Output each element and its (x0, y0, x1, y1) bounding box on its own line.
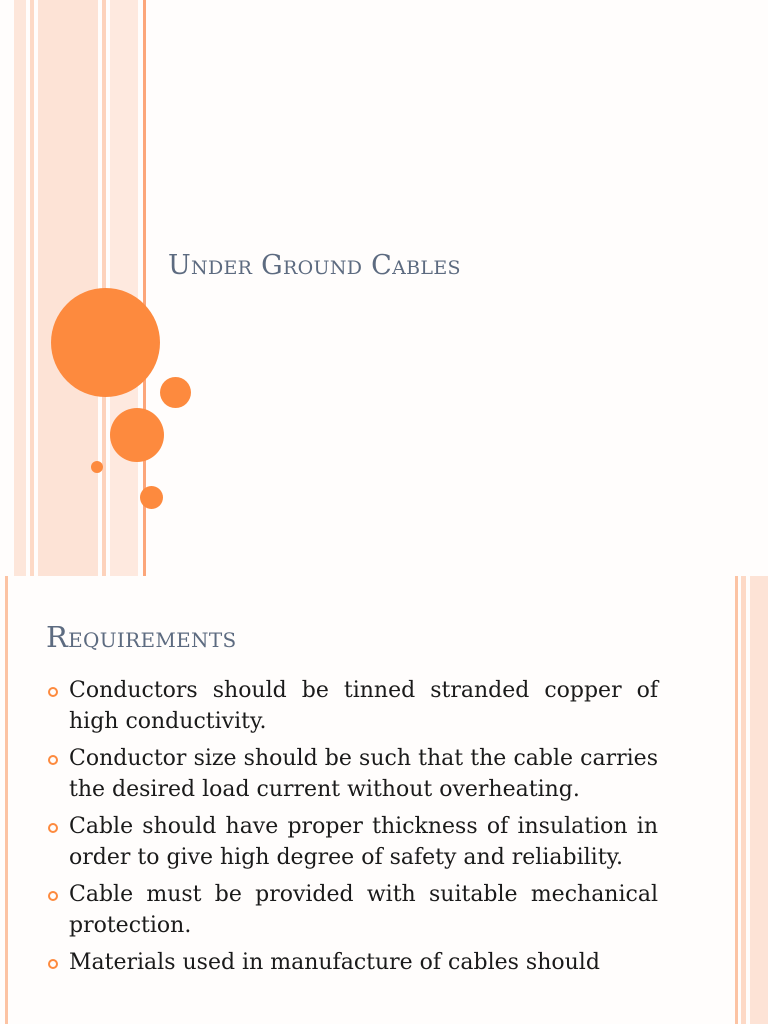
slide-title: Under Ground Cables (168, 250, 461, 281)
circle-bullet-icon (48, 823, 58, 833)
bullet-item (46, 811, 658, 873)
decorative-stripe (5, 576, 8, 1024)
circle-bullet-icon (48, 755, 58, 765)
decorative-circle-small (160, 377, 191, 408)
bullet-list (46, 675, 658, 984)
bullet-text: Cable should have proper thickness of insulation in order to give high degree of safety and reliability. (69, 814, 658, 870)
circle-bullet-icon (48, 891, 58, 901)
bullet-text: Conductor size should be such that the cable carries the desired load current without overheating. (69, 746, 658, 802)
decorative-circle-tiny (91, 461, 103, 473)
decorative-stripe (38, 0, 98, 576)
decorative-stripe (735, 576, 738, 1024)
decorative-stripe (750, 576, 768, 1024)
decorative-stripe (741, 576, 746, 1024)
bullet-item (46, 675, 658, 737)
bullet-text: Materials used in manufacture of cables should (69, 950, 600, 975)
bullet-item (46, 743, 658, 805)
slide-title: Requirements (46, 620, 237, 654)
decorative-circle-large (51, 288, 160, 397)
decorative-stripe (14, 0, 26, 576)
bullet-text: Cable must be provided with suitable mechanical protection. (69, 882, 658, 938)
circle-bullet-icon (48, 687, 58, 697)
content-slide (0, 576, 768, 1024)
bullet-item (46, 879, 658, 941)
circle-bullet-icon (48, 959, 58, 969)
decorative-circle-medium (110, 408, 164, 462)
decorative-circle-small (140, 486, 163, 509)
bullet-text: Conductors should be tinned stranded copper of high conductivity. (69, 678, 658, 734)
bullet-item (46, 947, 658, 978)
decorative-stripe (30, 0, 34, 576)
